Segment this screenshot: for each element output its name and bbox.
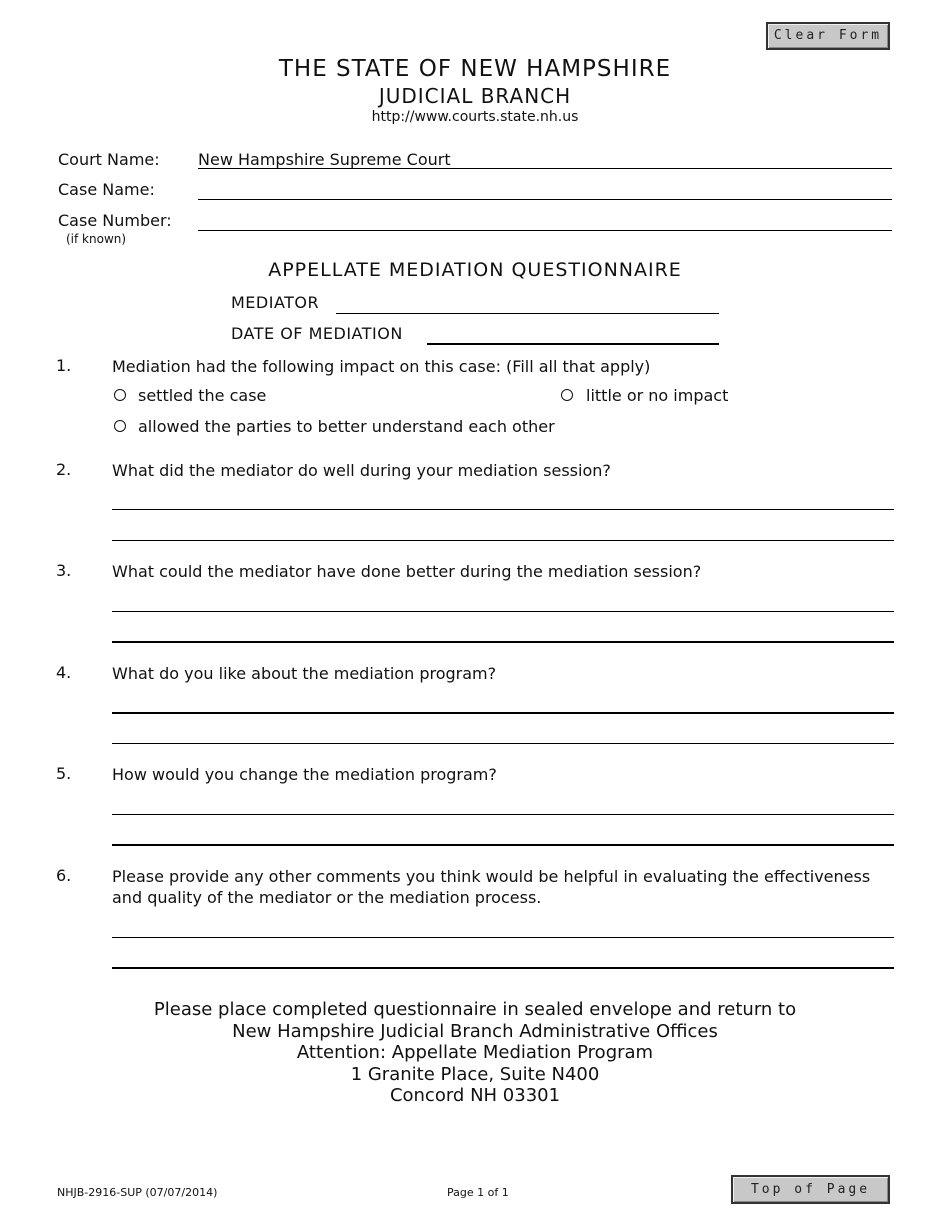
case-number-line	[198, 230, 892, 231]
form-title: APPELLATE MEDIATION QUESTIONNAIRE	[268, 259, 682, 281]
case-name-field[interactable]	[198, 180, 890, 200]
page-number: Page 1 of 1	[447, 1186, 509, 1199]
question-text: How would you change the mediation program?	[112, 765, 497, 784]
question-text: Please provide any other comments you think would be helpful in evaluating the effectiveness and quality of the mediator or the mediation process.	[112, 867, 871, 907]
question-text: What could the mediator have done better during the mediation session?	[112, 562, 702, 581]
court-name-label: Court Name:	[58, 150, 160, 169]
understand-radio[interactable]	[114, 420, 126, 432]
form-id: NHJB-2916-SUP (07/07/2014)	[57, 1186, 218, 1199]
case-name-line	[198, 199, 892, 200]
court-name-line	[198, 168, 892, 169]
answer-line[interactable]	[112, 743, 894, 744]
answer-line[interactable]	[112, 641, 894, 643]
answer-line[interactable]	[112, 937, 894, 938]
state-title: THE STATE OF NEW HAMPSHIRE	[278, 56, 672, 82]
mediator-field[interactable]	[336, 293, 718, 313]
question-number: 4.	[56, 663, 72, 682]
question-text: Mediation had the following impact on this case: (Fill all that apply)	[112, 357, 651, 376]
case-number-field[interactable]	[198, 211, 890, 231]
answer-line[interactable]	[112, 844, 894, 846]
mediator-label: MEDIATOR	[231, 293, 320, 312]
question-number: 3.	[56, 561, 72, 580]
top-of-page-button[interactable]: Top of Page	[731, 1175, 890, 1204]
date-line	[427, 343, 719, 345]
answer-line[interactable]	[112, 509, 894, 510]
date-field[interactable]	[427, 324, 718, 344]
case-number-note: (if known)	[66, 232, 127, 246]
return-city: Concord NH 03301	[389, 1085, 561, 1106]
mediator-line	[336, 313, 719, 314]
case-number-label: Case Number:	[58, 211, 172, 230]
question-number: 1.	[56, 356, 72, 375]
date-label: DATE OF MEDIATION	[231, 324, 403, 343]
question-text: What did the mediator do well during your mediation session?	[112, 461, 611, 480]
little-impact-label: little or no impact	[586, 386, 729, 405]
question-text: What do you like about the mediation program?	[112, 664, 497, 683]
question-number: 5.	[56, 764, 72, 783]
clear-form-button[interactable]: Clear Form	[766, 22, 890, 50]
return-office: New Hampshire Judicial Branch Administrative Offices	[232, 1021, 718, 1042]
answer-line[interactable]	[112, 611, 894, 612]
answer-line[interactable]	[112, 967, 894, 969]
settled-label: settled the case	[138, 386, 267, 405]
court-url: http://www.courts.state.nh.us	[371, 109, 579, 125]
question-number: 2.	[56, 460, 72, 479]
branch-title: JUDICIAL BRANCH	[378, 84, 572, 108]
answer-line[interactable]	[112, 712, 894, 714]
answer-line[interactable]	[112, 540, 894, 541]
return-street: 1 Granite Place, Suite N400	[350, 1064, 600, 1085]
little-impact-radio[interactable]	[561, 389, 573, 401]
case-name-label: Case Name:	[58, 180, 155, 199]
question-number: 6.	[56, 866, 72, 885]
return-instruction: Please place completed questionnaire in sealed envelope and return to	[153, 999, 797, 1020]
settled-radio[interactable]	[114, 389, 126, 401]
answer-line[interactable]	[112, 814, 894, 815]
understand-label: allowed the parties to better understand each other	[138, 417, 555, 436]
court-name-field[interactable]: New Hampshire Supreme Court	[198, 150, 451, 169]
return-attention: Attention: Appellate Mediation Program	[296, 1042, 654, 1063]
